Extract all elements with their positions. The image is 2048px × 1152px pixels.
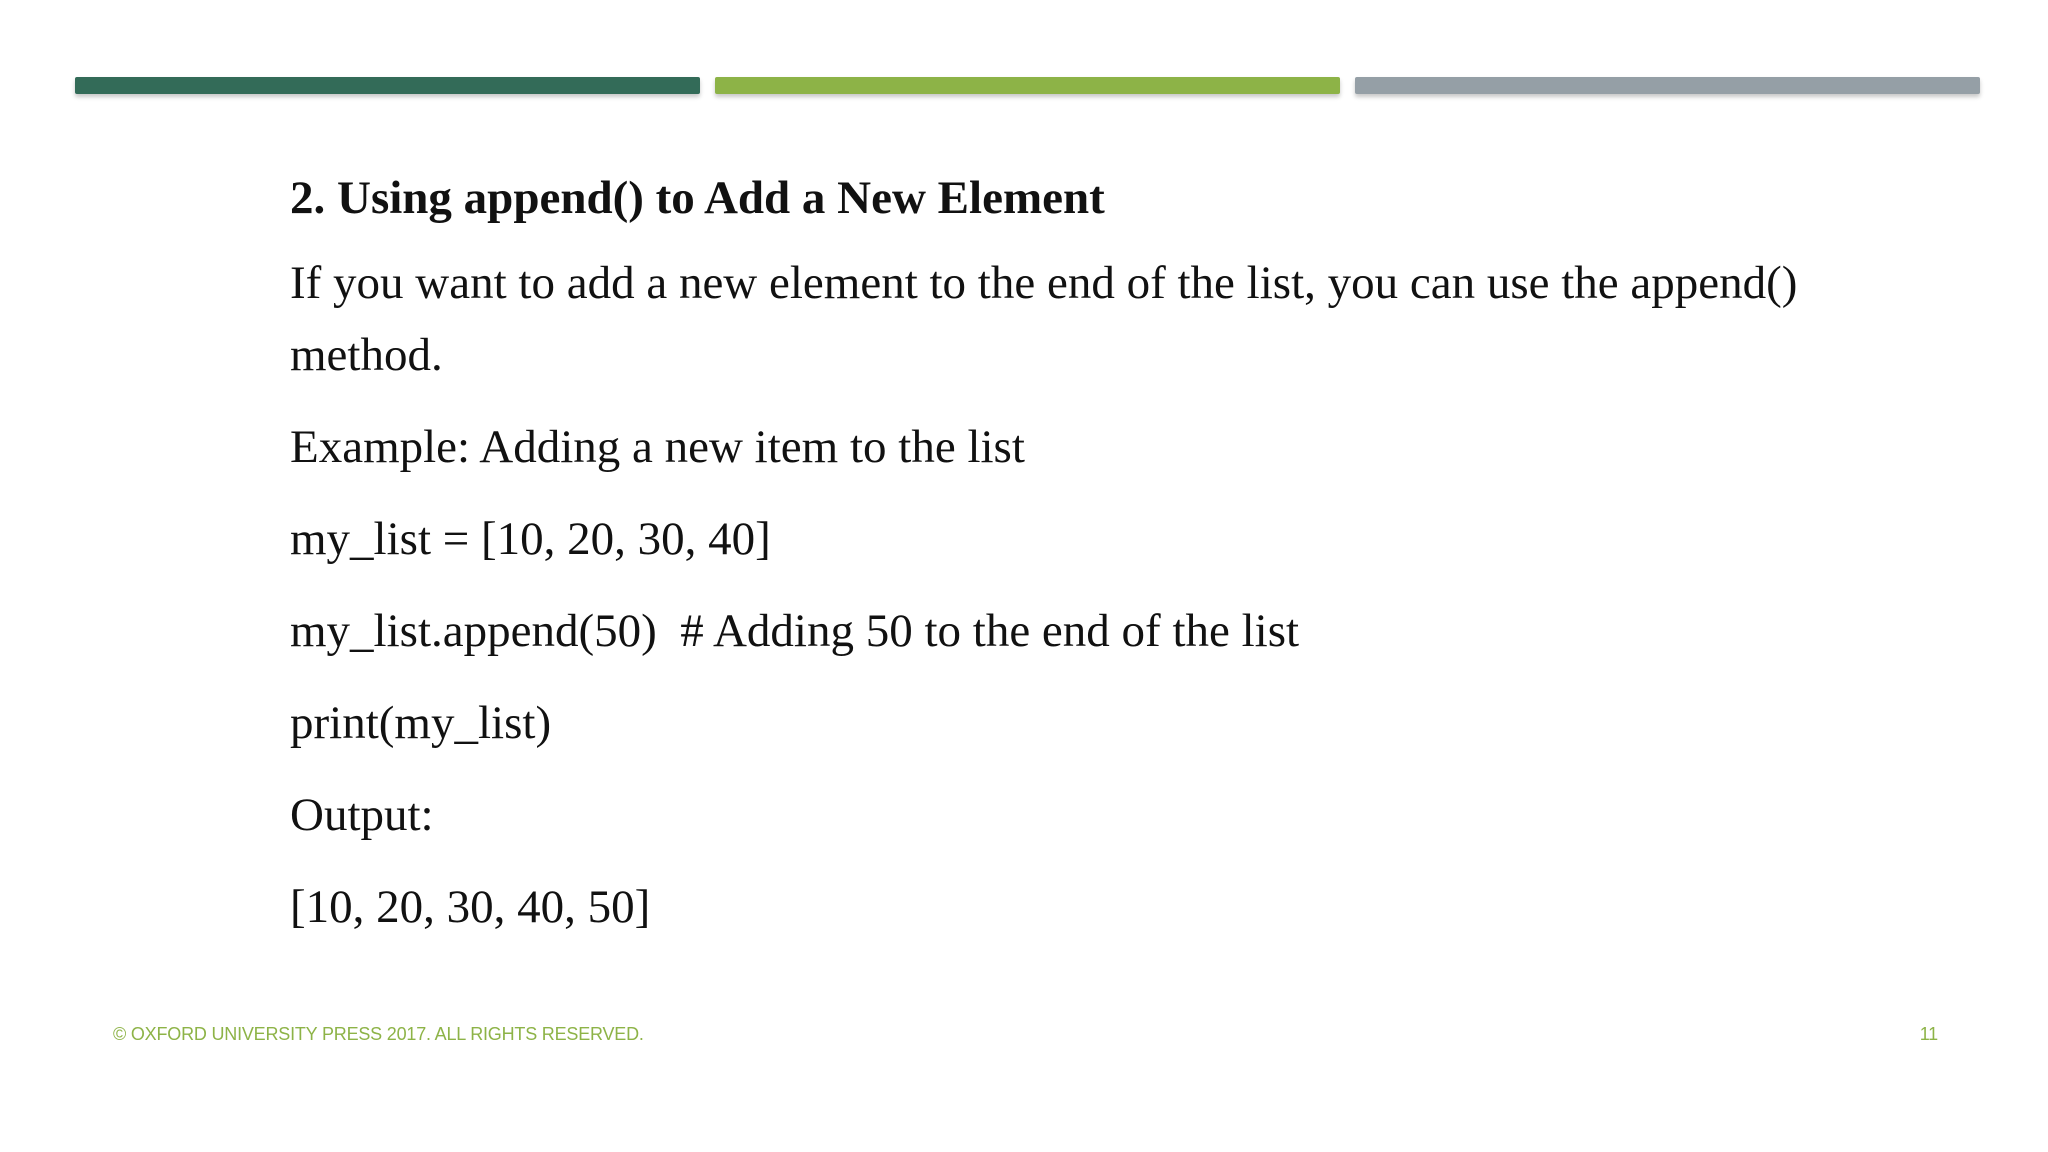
slide-body	[290, 162, 1850, 963]
copyright-notice: © OXFORD UNIVERSITY PRESS 2017. ALL RIGHTS RESERVED.	[113, 1024, 644, 1044]
accent-bar-gray	[1355, 77, 1980, 94]
example-label: Example: Adding a new item to the list	[290, 421, 1025, 473]
accent-bar-light-green	[715, 77, 1340, 94]
code-line-print: print(my_list)	[290, 697, 552, 749]
slide-heading: 2. Using append() to Add a New Element	[290, 172, 1105, 224]
accent-bar-dark-green	[75, 77, 700, 94]
intro-paragraph: If you want to add a new element to the end of the list, you can use the append() method.	[290, 257, 1810, 381]
page-number: 11	[1919, 1024, 1938, 1044]
output-value: [10, 20, 30, 40, 50]	[290, 881, 651, 933]
code-line-append: my_list.append(50) # Adding 50 to the end of the list	[290, 605, 1300, 657]
code-line-list-definition: my_list = [10, 20, 30, 40]	[290, 513, 771, 565]
output-label: Output:	[290, 789, 434, 841]
